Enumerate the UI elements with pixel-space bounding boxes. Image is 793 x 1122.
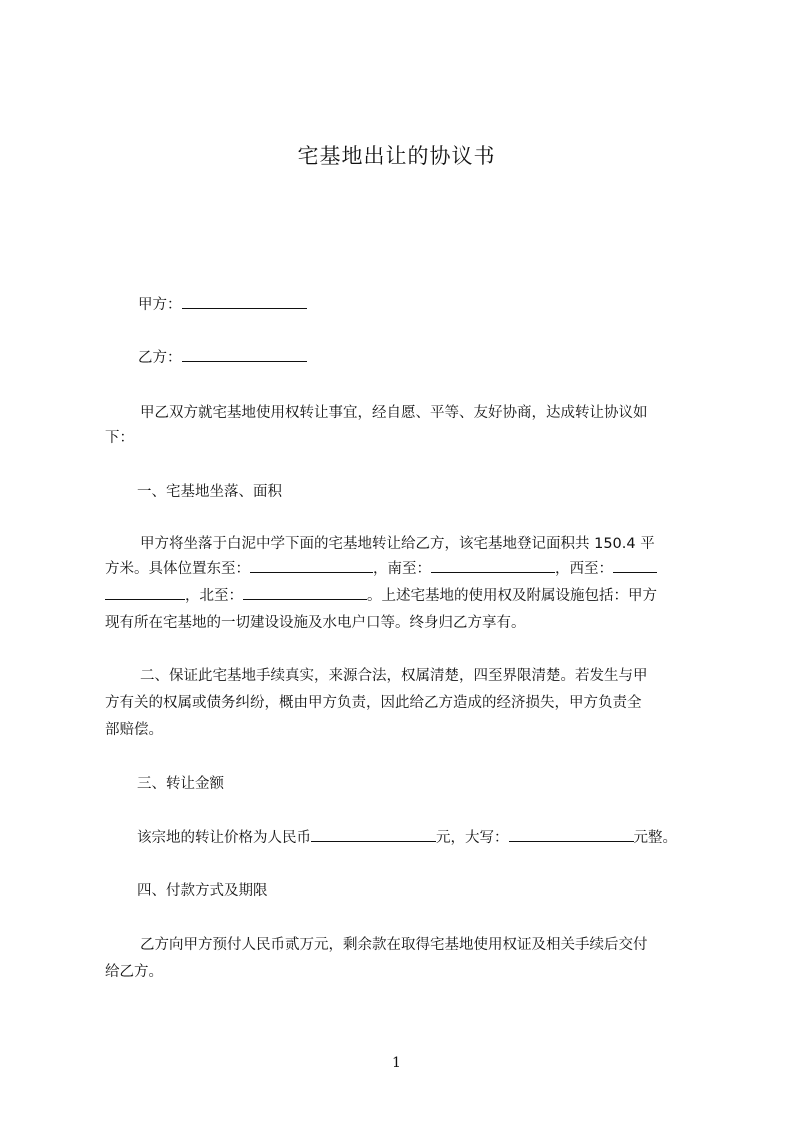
section2-line-1: 二、保证此宅基地手续真实，来源合法，权属清楚，四至界限清楚。若发生与甲 (140, 668, 648, 684)
east-blank (250, 559, 373, 573)
party-b-blank (182, 348, 307, 362)
section4-heading: 四、付款方式及期限 (137, 883, 268, 899)
intro-line-1: 甲乙双方就宅基地使用权转让事宜，经自愿、平等、友好协商，达成转让协议如 (140, 405, 648, 421)
party-b-label: 乙方： (138, 350, 182, 366)
party-a-blank (182, 295, 307, 309)
section3-price-line (137, 826, 677, 847)
section1-east-label: 方米。具体位置东至： (105, 561, 250, 577)
price-capital-blank (509, 828, 634, 842)
section1-heading: 一、宅基地坐落、面积 (137, 484, 282, 500)
section3-heading: 三、转让金额 (137, 776, 224, 792)
section1-line-1: 甲方将坐落于白泥中学下面的宅基地转让给乙方，该宅基地登记面积共 150.4 平 (140, 536, 655, 552)
price-number-blank (311, 828, 436, 842)
page-number: 1 (392, 1055, 401, 1071)
document-title: 宅基地出让的协议书 (297, 144, 496, 168)
party-a-label: 甲方： (138, 297, 182, 313)
section1-line-3 (105, 584, 657, 605)
section1-facilities-text: 。上述宅基地的使用权及附属设施包括：甲方 (367, 588, 657, 604)
price-suffix: 元整。 (633, 830, 677, 846)
section4-line-2: 给乙方。 (105, 964, 163, 980)
price-label: 该宗地的转让价格为人民币 (137, 830, 311, 846)
section4-line-1: 乙方向甲方预付人民币贰万元，剩余款在取得宅基地使用权证及相关手续后交付 (140, 937, 648, 953)
section2-line-3: 部赔偿。 (105, 722, 163, 738)
west-blank-end (105, 586, 185, 600)
section1-line-2 (105, 557, 657, 578)
party-b-line (138, 346, 307, 367)
section2-line-2: 方有关的权属或债务纠纷，概由甲方负责，因此给乙方造成的经济损失，甲方负责全 (105, 695, 642, 711)
section1-west-label: ，西至： (555, 561, 613, 577)
section1-line-4: 现有所在宅基地的一切建设设施及水电户口等。终身归乙方享有。 (105, 615, 526, 631)
intro-line-2: 下： (105, 430, 134, 446)
south-blank (431, 559, 555, 573)
section1-south-label: ，南至： (373, 561, 431, 577)
party-a-line (138, 293, 307, 314)
section1-north-label: ，北至： (185, 588, 243, 604)
north-blank (243, 586, 367, 600)
west-blank-start (613, 559, 657, 573)
price-capital-label: 元，大写： (436, 830, 509, 846)
